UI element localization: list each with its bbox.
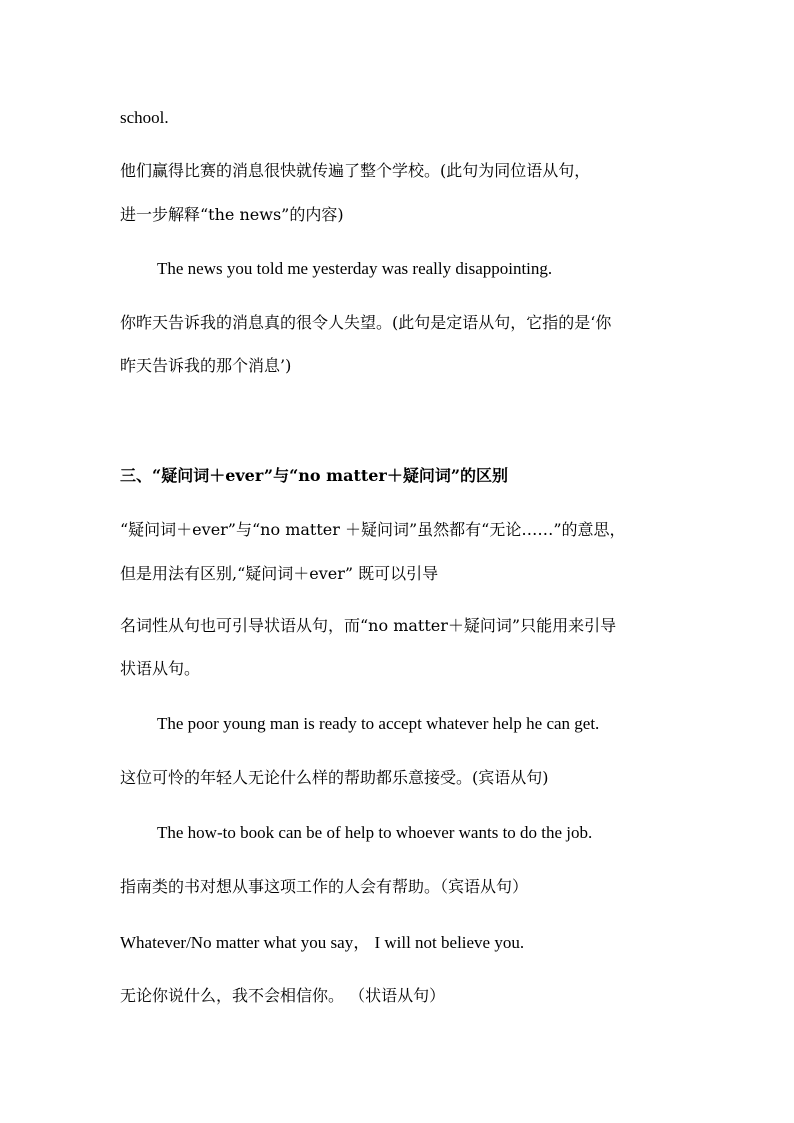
section-heading: 三、“疑问词＋ever”与“no matter＋疑问词”的区别 xyxy=(120,466,509,485)
text-line: 昨天告诉我的那个消息’) xyxy=(120,356,292,375)
text-line: 进一步解释“the news”的内容) xyxy=(120,205,344,224)
text-line: 状语从句。 xyxy=(120,659,201,678)
example-sentence: The poor young man is ready to accept whatever help he can get. xyxy=(157,714,600,733)
text-line: “疑问词＋ever”与“no matter ＋疑问词”虽然都有“无论……”的意思， xyxy=(120,520,626,539)
text-line: school. xyxy=(120,108,169,127)
text-line: 但是用法有区别,“疑问词＋ever” 既可以引导 xyxy=(120,564,439,583)
text-line: 他们赢得比赛的消息很快就传遍了整个学校。(此句为同位语从句， xyxy=(120,161,591,180)
text-line: 名词性从句也可引导状语从句，而“no matter＋疑问词”只能用来引导 xyxy=(120,616,617,635)
text-line: 指南类的书对想从事这项工作的人会有帮助。（宾语从句） xyxy=(120,877,529,896)
example-sentence: The news you told me yesterday was really disappointing. xyxy=(157,259,553,278)
example-sentence: Whatever/No matter what you say， I will not believe you. xyxy=(120,933,525,952)
text-line: 无论你说什么，我不会相信你。 （状语从句） xyxy=(120,986,446,1005)
example-sentence: The how-to book can be of help to whoever wants to do the job. xyxy=(157,823,593,842)
text-line: 你昨天告诉我的消息真的很令人失望。(此句是定语从句，它指的是‘你 xyxy=(120,313,612,332)
text-line: 这位可怜的年轻人无论什么样的帮助都乐意接受。(宾语从句) xyxy=(120,768,549,787)
